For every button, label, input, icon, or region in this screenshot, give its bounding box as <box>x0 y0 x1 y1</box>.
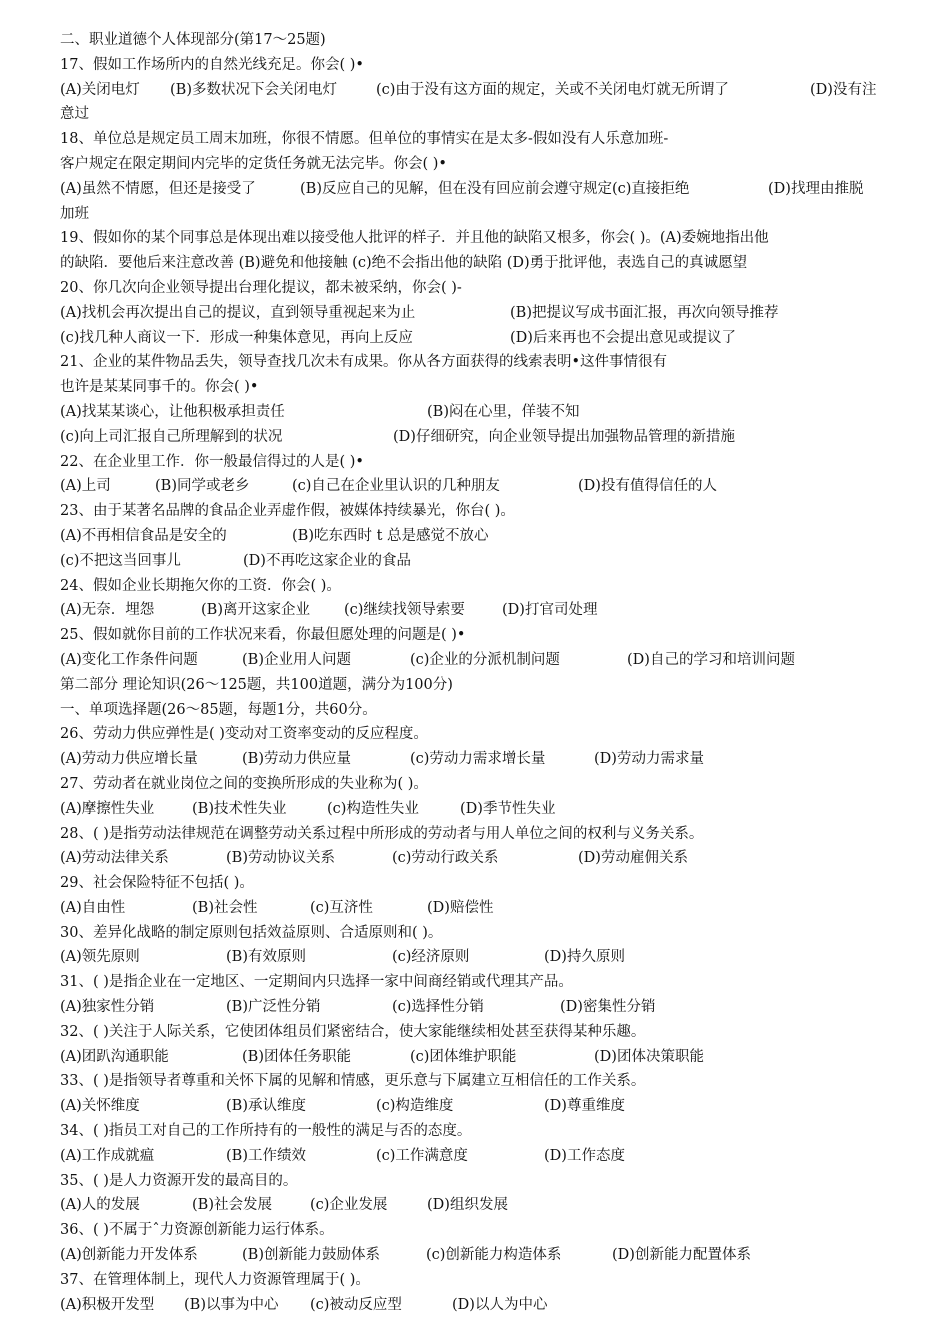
answer-option: (D)劳动力需求量 <box>594 751 704 768</box>
option-row <box>60 425 900 450</box>
text-line: 33、( )是指领导者尊重和关怀下属的见解和情感，更乐意与下属建立互相信任的工作关系。 <box>60 1073 646 1090</box>
answer-option: (B)劳动力供应量 <box>242 751 351 768</box>
answer-option: (c)团体维护职能 <box>410 1048 517 1065</box>
answer-option: (D)以人为中心 <box>452 1296 548 1313</box>
answer-option: (c)经济原则 <box>392 949 470 966</box>
answer-option: (A)关怀维度 <box>60 1098 140 1115</box>
answer-option: (D)后来再也不会提出意见或提议了 <box>510 329 736 346</box>
answer-option: (D)季节性失业 <box>460 800 556 817</box>
answer-option: (D)团体决策职能 <box>594 1048 704 1065</box>
text-line: 意过 <box>60 106 89 123</box>
answer-option: (B)企业用人问题 <box>242 651 351 668</box>
option-row <box>60 301 900 326</box>
text-line: 35、( )是人力资源开发的最高目的。 <box>60 1172 298 1189</box>
answer-option: (D)持久原则 <box>544 949 625 966</box>
answer-option: (c)自己在企业里认识的几种朋友 <box>292 478 500 495</box>
text-line: 一、单项选择题(26～85题，每题1分，共60分。 <box>60 701 377 718</box>
answer-option: (c)企业发展 <box>310 1197 388 1214</box>
answer-option: (c)选择性分销 <box>392 999 484 1016</box>
option-row <box>60 747 900 772</box>
answer-option: (A)不再相信食品是安全的 <box>60 527 227 544</box>
text-line: 30、差异化战略的制定原则包括效益原则、合适原则和( )。 <box>60 924 443 941</box>
answer-option: (B)反应自己的见解，但在没有回应前会遵守规定(c)直接拒绝 <box>300 180 690 197</box>
option-row <box>60 945 900 970</box>
text-line: 20、你几次向企业领导提出台理化提议，都未被采纳，你会( )- <box>60 279 462 296</box>
answer-option: (B)广泛性分销 <box>226 999 321 1016</box>
text-line: 36、( )不属于ˆ力资源创新能力运行体系。 <box>60 1222 334 1239</box>
answer-option: (D)投有值得信任的人 <box>578 478 717 495</box>
answer-option: (A)虽然不情愿，但还是接受了 <box>60 180 256 197</box>
answer-option: (B)同学或老乡 <box>155 478 250 495</box>
option-row <box>60 1144 900 1169</box>
text-line: 23、由于某著名品牌的食品企业弄虚作假，被媒体持续暴光，你台( )。 <box>60 503 515 520</box>
option-row <box>60 1193 900 1218</box>
text-line: 34、( )指员工对自己的工作所持有的一般性的满足与否的态度。 <box>60 1123 472 1140</box>
answer-option: (D)劳动雇佣关系 <box>578 850 688 867</box>
answer-option: (c)被动反应型 <box>310 1296 402 1313</box>
answer-option: (B)离开这家企业 <box>201 602 310 619</box>
answer-option: (c)不把这当回事儿 <box>60 552 181 569</box>
answer-option: (B)把提议写成书面汇报，再次向领导推荐 <box>510 304 779 321</box>
answer-option: (D)工作态度 <box>544 1147 625 1164</box>
text-line: 的缺陷．要他后来注意改善 (B)避免和他接触 (c)绝不会指出他的缺陷 (D)勇于批评他，表选自己的真诚愿望 <box>60 255 748 272</box>
answer-option: (A)创新能力开发体系 <box>60 1247 198 1264</box>
text-line: 第二部分 理论知识(26～125题，共100道题，满分为100分) <box>60 676 453 693</box>
answer-option: (c)构造性失业 <box>327 800 419 817</box>
text-line: 19、假如你的某个同事总是体现出难以接受他人批评的样子．并且他的缺陷又根多，你会( )。(A)委婉地指出他 <box>60 230 769 247</box>
text-line: 28、( )是指劳动法律规范在调整劳动关系过程中所形成的劳动者与用人单位之间的权利与义务关系。 <box>60 825 704 842</box>
answer-option: (A)无奈．埋怨 <box>60 602 155 619</box>
answer-option: (A)自由性 <box>60 899 126 916</box>
answer-option: (B)承认维度 <box>226 1098 306 1115</box>
answer-option: (D)密集性分销 <box>560 999 656 1016</box>
answer-option: (c)劳动力需求增长量 <box>410 751 546 768</box>
option-row <box>60 995 900 1020</box>
answer-option: (B)工作绩效 <box>226 1147 306 1164</box>
option-row <box>60 524 900 549</box>
text-line: 也许是某某同事千的。你会( )• <box>60 379 259 396</box>
answer-option: (c)互济性 <box>310 899 373 916</box>
answer-option: (B)有效原则 <box>226 949 306 966</box>
answer-option: (c)找几种人商议一下．形成一种集体意见，再向上反应 <box>60 329 413 346</box>
answer-option: (D)尊重维度 <box>544 1098 625 1115</box>
answer-option: (A)找机会再次提出自己的提议，直到领导重视起来为止 <box>60 304 416 321</box>
text-line: 加班 <box>60 205 89 222</box>
text-line: 24、假如企业长期拖欠你的工资．你会( )。 <box>60 577 341 594</box>
answer-option: (A)工作成就瘟 <box>60 1147 155 1164</box>
answer-option: (c)创新能力构造体系 <box>426 1247 562 1264</box>
option-row <box>60 1243 900 1268</box>
option-row <box>60 797 900 822</box>
answer-option: (D)没有注 <box>810 81 877 98</box>
text-line: 17、假如工作场所内的自然光线充足。你会( )• <box>60 56 364 73</box>
answer-option: (A)团趴沟通职能 <box>60 1048 169 1065</box>
text-line: 21、企业的某件物品丢失，领导查找几次未有成果。你从各方面获得的线索表明•这件事情很有 <box>60 354 667 371</box>
option-row <box>60 326 900 351</box>
answer-option: (B)创新能力鼓励体系 <box>242 1247 380 1264</box>
answer-option: (B)团体任务职能 <box>242 1048 351 1065</box>
answer-option: (c)构造维度 <box>376 1098 454 1115</box>
answer-option: (A)积极开发型 <box>60 1296 155 1313</box>
answer-option: (B)社会性 <box>192 899 258 916</box>
answer-option: (B)劳动协议关系 <box>226 850 335 867</box>
option-row <box>60 400 900 425</box>
answer-option: (A)人的发展 <box>60 1197 140 1214</box>
option-row <box>60 648 900 673</box>
answer-option: (B)多数状况下会关闭电灯 <box>170 81 337 98</box>
answer-option: (A)劳动力供应增长量 <box>60 751 198 768</box>
answer-option: (A)领先原则 <box>60 949 140 966</box>
text-line: 22、在企业里工作．你一般最信得过的人是( )• <box>60 453 364 470</box>
option-row <box>60 1094 900 1119</box>
answer-option: (D)自己的学习和培训问题 <box>627 651 795 668</box>
answer-option: (A)变化工作条件问题 <box>60 651 198 668</box>
option-row <box>60 177 900 202</box>
answer-option: (B)闷在心里，佯装不知 <box>427 403 580 420</box>
answer-option: (A)上司 <box>60 478 111 495</box>
answer-option: (D)打官司处理 <box>502 602 598 619</box>
answer-option: (c)劳动行政关系 <box>392 850 499 867</box>
option-row <box>60 1045 900 1070</box>
option-row <box>60 78 900 103</box>
option-row <box>60 1293 900 1318</box>
option-row <box>60 474 900 499</box>
text-line: 18、单位总是规定员工周末加班，你很不情愿。但单位的事情实在是太多-假如没有人乐意加班- <box>60 131 669 148</box>
text-line: 25、假如就你目前的工作状况来看，你最但愿处理的问题是( )• <box>60 627 466 644</box>
option-row <box>60 598 900 623</box>
text-line: 29、社会保险特征不包括( )。 <box>60 875 254 892</box>
text-line: 32、( )关注于人际关系，它使团体组员们紧密结合，使大家能继续相处甚至获得某种乐趣。 <box>60 1023 646 1040</box>
answer-option: (c)工作满意度 <box>376 1147 468 1164</box>
answer-option: (D)组织发展 <box>427 1197 508 1214</box>
answer-option: (B)技术性失业 <box>192 800 287 817</box>
text-line: 31、( )是指企业在一定地区、一定期间内只选择一家中间商经销或代理其产品。 <box>60 974 573 991</box>
text-line: 客户规定在限定期间内完毕的定货任务就无法完毕。你会( )• <box>60 155 447 172</box>
answer-option: (B)社会发展 <box>192 1197 272 1214</box>
answer-option: (D)赔偿性 <box>427 899 494 916</box>
answer-option: (B)以事为中心 <box>184 1296 279 1313</box>
option-row <box>60 846 900 871</box>
answer-option: (A)劳动法律关系 <box>60 850 169 867</box>
text-line: 26、劳动力供应弹性是( )变动对工资率变动的反应程度。 <box>60 726 428 743</box>
answer-option: (D)不再吃这家企业的食品 <box>243 552 411 569</box>
document-page <box>60 28 900 1317</box>
answer-option: (D)创新能力配置体系 <box>612 1247 751 1264</box>
answer-option: (B)吃东西时 t 总是感觉不放心 <box>292 527 489 544</box>
answer-option: (c)继续找领导索要 <box>344 602 465 619</box>
answer-option: (c)向上司汇报自己所理解到的状况 <box>60 428 283 445</box>
answer-option: (A)独家性分销 <box>60 999 155 1016</box>
answer-option: (A)找某某谈心，让他积极承担责任 <box>60 403 285 420</box>
option-row <box>60 549 900 574</box>
text-line: 27、劳动者在就业岗位之间的变换所形成的失业称为( )。 <box>60 775 428 792</box>
answer-option: (D)找理由推脱 <box>768 180 864 197</box>
answer-option: (A)关闭电灯 <box>60 81 140 98</box>
answer-option: (c)由于没有这方面的规定，关或不关闭电灯就无所谓了 <box>376 81 729 98</box>
option-row <box>60 896 900 921</box>
text-line: 37、在管理体制上，现代人力资源管理属于( )。 <box>60 1271 370 1288</box>
text-line: 二、职业道德个人体现部分(第17～25题) <box>60 32 326 48</box>
answer-option: (c)企业的分派机制问题 <box>410 651 560 668</box>
answer-option: (D)仔细研究，向企业领导提出加强物品管理的新措施 <box>393 428 735 445</box>
answer-option: (A)摩擦性失业 <box>60 800 155 817</box>
